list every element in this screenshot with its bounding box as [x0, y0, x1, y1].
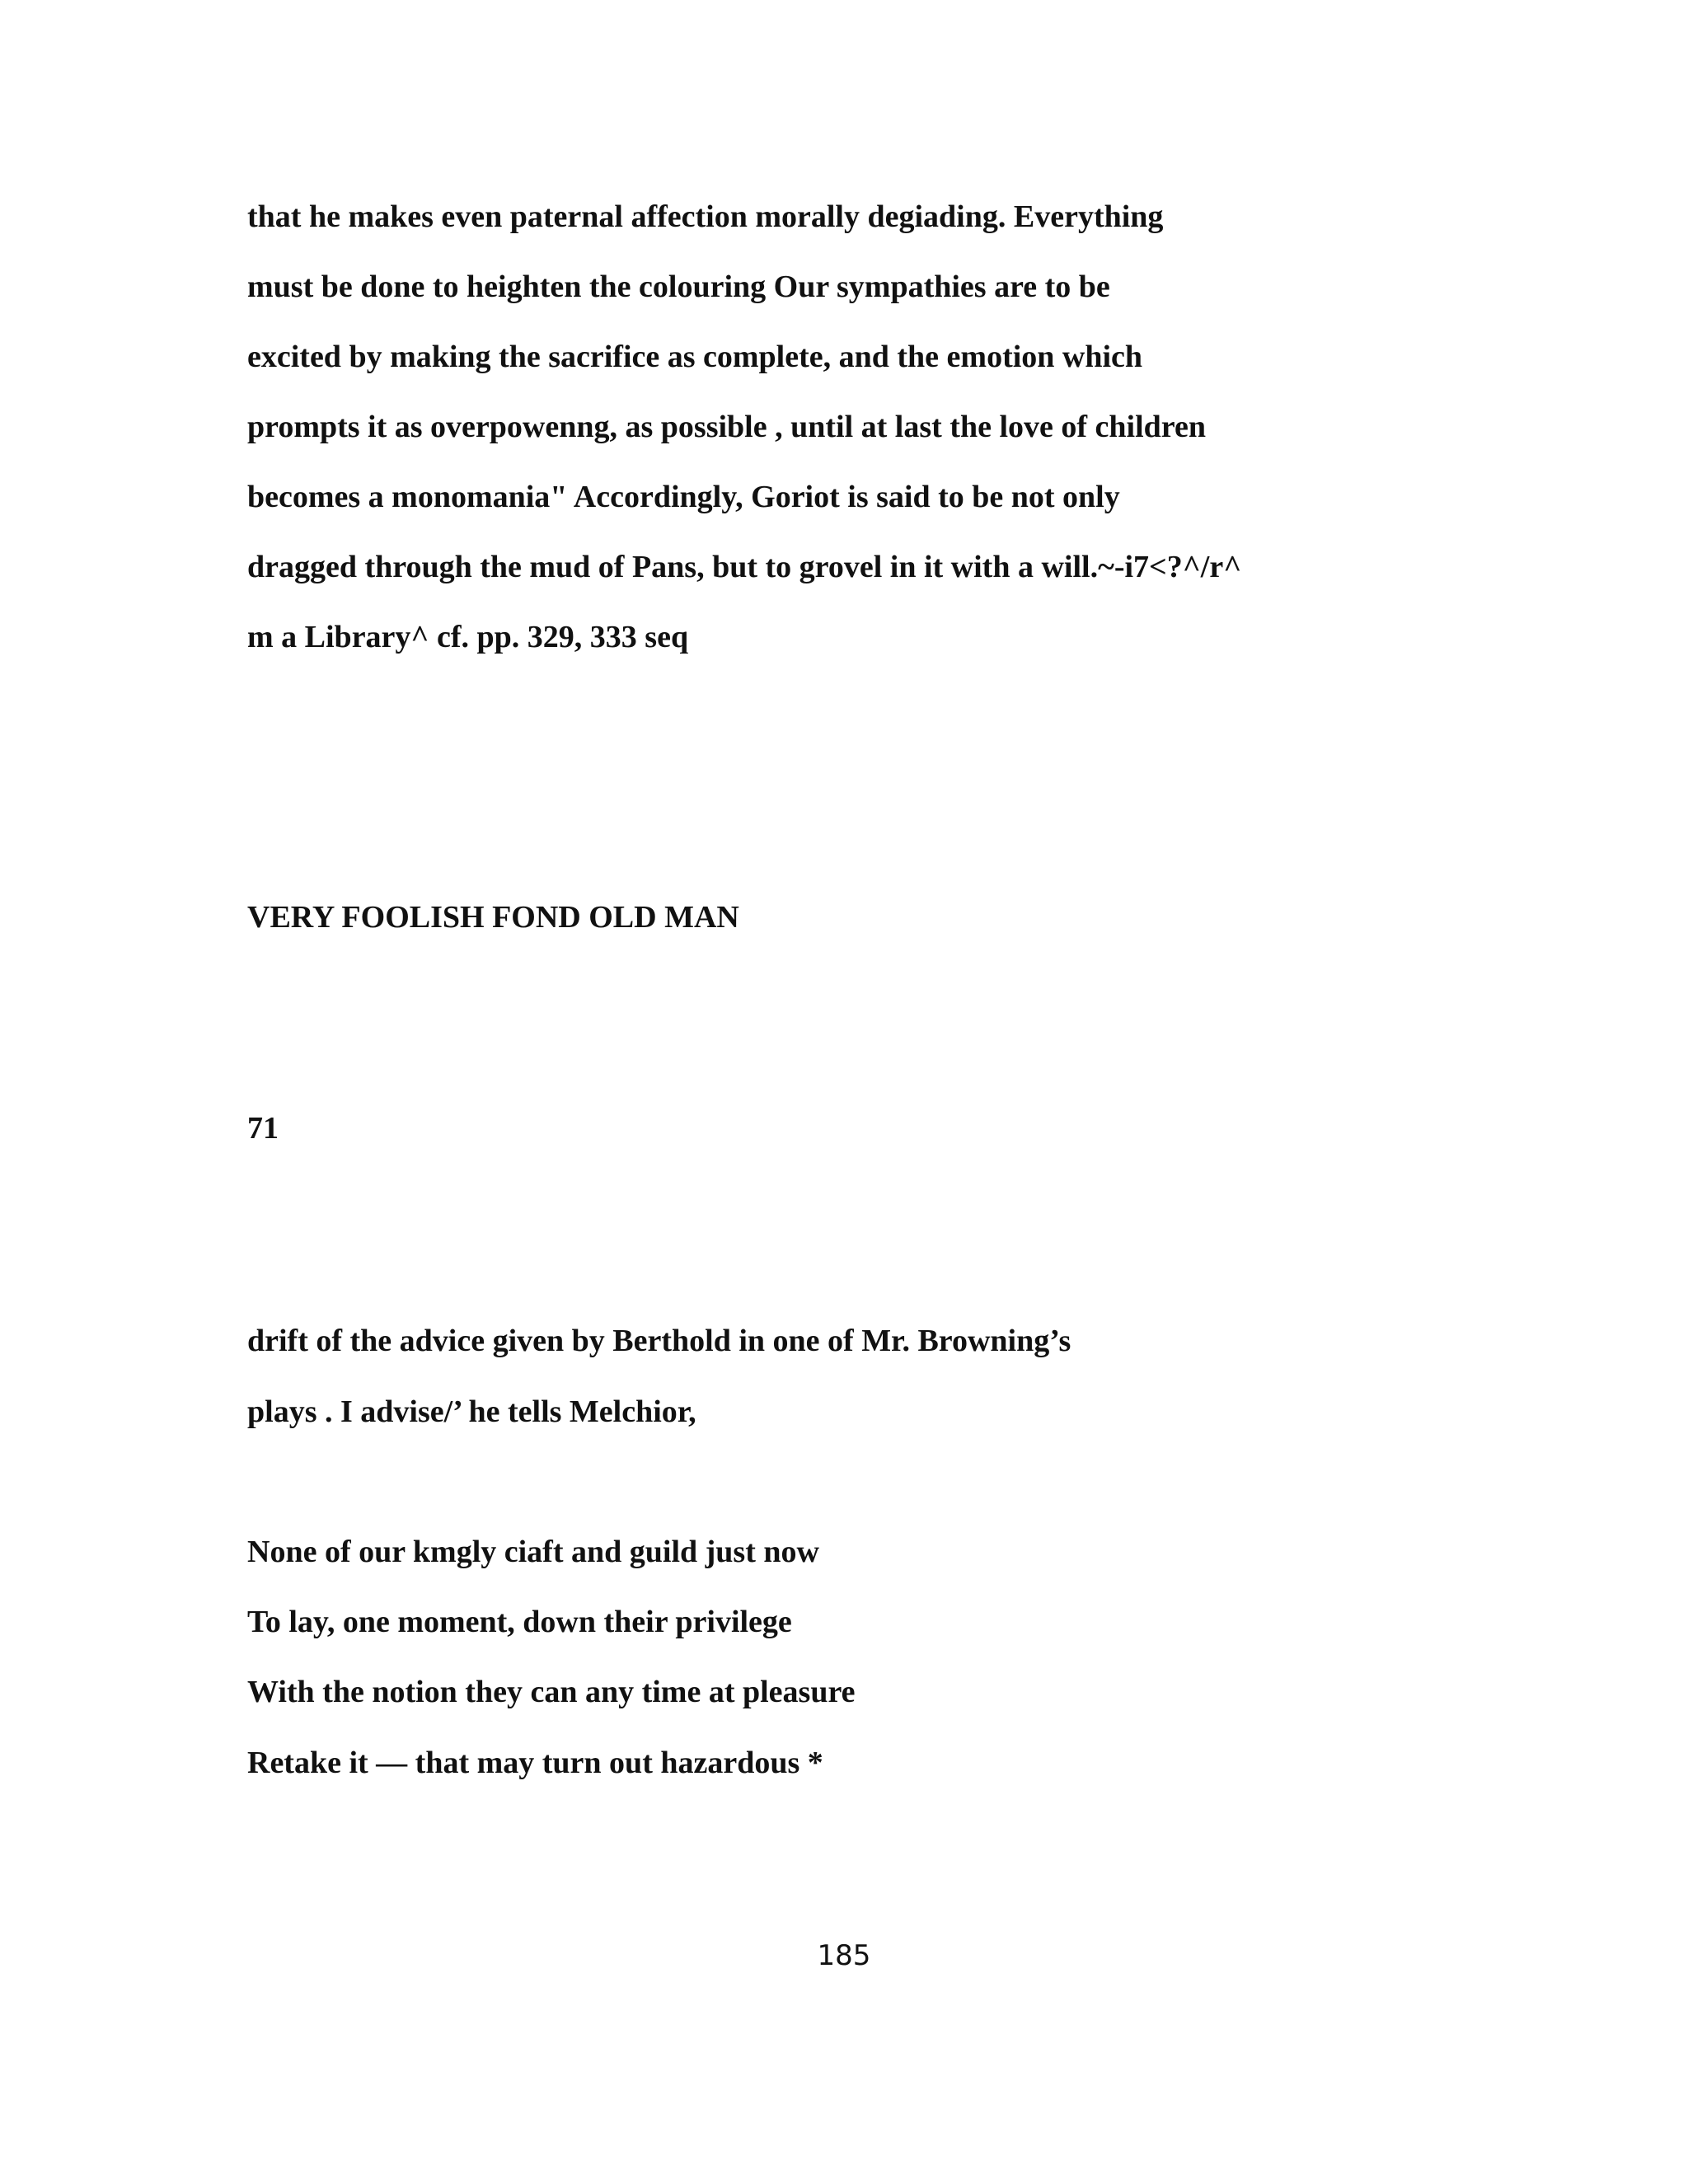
text-line: dragged through the mud of Pans, but to grovel in it with a will.~-i7<?^/r^	[247, 550, 1242, 584]
folio-number: 71	[247, 1111, 279, 1146]
text-line: drift of the advice given by Berthold in one of Mr. Browning’s	[247, 1324, 1071, 1358]
text-line: that he makes even paternal affection morally degiading. Everything	[247, 199, 1164, 234]
text-line: becomes a monomania" Accordingly, Goriot is said to be not only	[247, 480, 1120, 514]
verse-line: None of our kmgly ciaft and guild just now	[247, 1535, 819, 1569]
verse-line: With the notion they can any time at pleasure	[247, 1675, 856, 1709]
text-line: prompts it as overpowenng, as possible , until at last the love of children	[247, 410, 1206, 444]
running-header: VERY FOOLISH FOND OLD MAN	[247, 900, 739, 935]
page-number: 185	[817, 1939, 871, 1972]
text-line: excited by making the sacrifice as complete, and the emotion which	[247, 340, 1143, 374]
text-line: m a Library^ cf. pp. 329, 333 seq	[247, 620, 689, 654]
text-line: must be done to heighten the colouring Our sympathies are to be	[247, 269, 1110, 304]
verse-line: Retake it — that may turn out hazardous *	[247, 1746, 823, 1780]
text-line: plays . I advise/’ he tells Melchior,	[247, 1394, 696, 1429]
verse-line: To lay, one moment, down their privilege	[247, 1605, 792, 1639]
